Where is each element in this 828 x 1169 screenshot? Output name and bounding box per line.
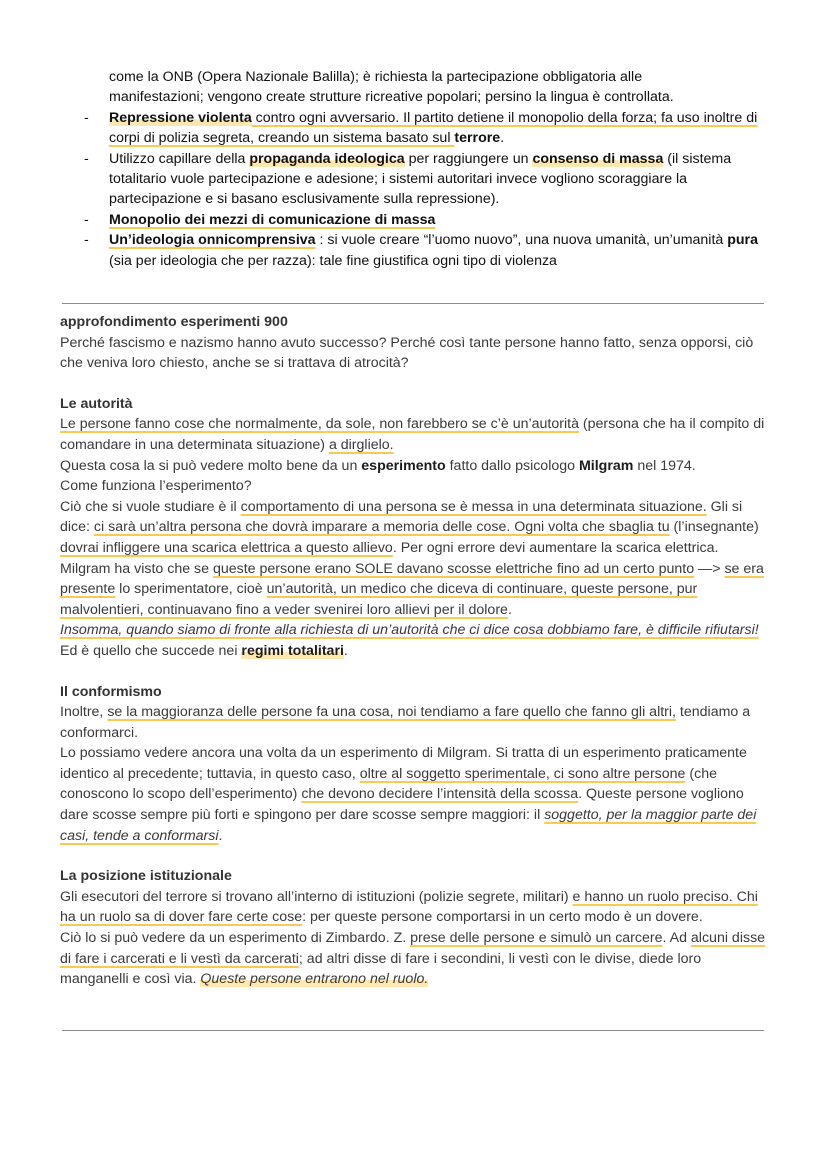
heading-conformismo: Il conformismo — [60, 683, 162, 700]
text: . Queste persone vogliono dare scosse sempre più forti e spingono per dare scosse sempre maggiori: il — [60, 786, 744, 824]
list-item-propaganda — [78, 149, 758, 210]
underlined-text: che devono decidere l’intensità della scossa — [301, 786, 579, 803]
autorita-paragraph-1 — [60, 414, 772, 455]
bullet-dash: - — [84, 232, 89, 249]
item-text: contro ogni avversario. Il partito detiene il monopolio della forza; fa uso inoltre di corpi di polizia segreta, creando un sistema basato sul — [109, 109, 758, 147]
underlined-text: Le persone fanno cose che normalmente, da sole, non farebbero se c’è un’autorità — [60, 416, 579, 433]
underlined-text: oltre al soggetto sperimentale, ci sono altre persone — [359, 765, 686, 782]
experiments-section — [60, 312, 772, 990]
text: Ed è quello che succede nei — [60, 642, 242, 659]
text: Lo possiamo vedere ancora una volta da un esperimento di Milgram. Si tratta di un esperimento praticamente identico al precedente; tuttavia, in questo caso, — [60, 745, 747, 782]
conformismo-paragraph-2 — [60, 743, 772, 846]
item-text: Utilizzo capillare della — [109, 150, 250, 167]
term-pura: pura — [727, 232, 758, 249]
underlined-text: dovrai infliggere una scarica elettrica a questo allievo — [60, 539, 393, 556]
underlined-text: se era presente — [60, 560, 764, 598]
divider-bottom — [62, 1030, 764, 1031]
istituzionale-paragraph-2 — [60, 928, 772, 990]
underlined-text: alcuni disse di fare i carcerati e li vestì da carcerati — [60, 930, 766, 967]
term-repressione: Repressione violenta — [109, 109, 252, 126]
list-item-monopolio — [78, 210, 758, 230]
term-regimi-totalitari: regimi totalitari — [241, 642, 344, 659]
term-milgram: Milgram — [578, 457, 634, 474]
bullet-dash: - — [84, 211, 89, 228]
italic-conclusion: soggetto, per la maggior parte dei casi, tende a conformarsi — [60, 807, 757, 844]
text: Gli esecutori del terrore si trovano all’interno di istituzioni (polizie segrete, militari) — [60, 888, 573, 905]
underlined-text: queste persone erano SOLE davano scosse elettriche fino ad un certo punto — [212, 560, 695, 577]
autorita-paragraph-3: Come funziona l’esperimento? — [60, 478, 252, 495]
text: . — [343, 642, 348, 659]
text: nel 1974. — [633, 457, 696, 474]
totalitarian-features-list — [78, 67, 758, 271]
term-terrore: terrore — [454, 130, 501, 147]
text: Gli si dice: — [60, 498, 743, 536]
underlined-text: a dirglielo. — [328, 436, 394, 453]
text: (che conoscono lo scopo dell’esperimento) — [60, 765, 717, 803]
list-item-ideologia — [78, 230, 758, 271]
term-esperimento: esperimento — [361, 457, 446, 474]
item-text: : si vuole creare “l’uomo nuovo”, una nuova umanità, un’umanità — [315, 232, 728, 249]
bullet-dash: - — [84, 109, 89, 126]
text: . Ad — [662, 930, 691, 947]
italic-conclusion: Queste persone entrarono nel ruolo. — [200, 971, 429, 988]
item-text: (il sistema totalitario vuole partecipazione e adesione; i sistemi autoritari invece vogliono scoraggiare la partecipazione e si basano esclusivamente sulla repressione). — [109, 150, 732, 208]
text: (persona che ha il compito di comandare in una determinata situazione) — [60, 416, 765, 453]
term-propaganda: propaganda ideologica — [249, 150, 405, 167]
text: (l’insegnante) — [669, 519, 759, 536]
underlined-text: se la maggioranza delle persone fa una cosa, noi tendiamo a fare quello che fanno gli altri, — [107, 704, 676, 721]
list-continuation — [78, 67, 758, 108]
autorita-paragraph-4 — [60, 497, 772, 621]
text: fatto dallo psicologo — [445, 457, 579, 474]
continuation-line-2: manifestazioni; vengono create strutture ricreative popolari; persino la lingua è controllata. — [109, 89, 674, 106]
item-text: (sia per ideologia che per razza): tale fine giustifica ogni tipo di violenza — [109, 252, 557, 269]
istituzionale-paragraph-1 — [60, 887, 772, 928]
text: . — [218, 827, 223, 844]
underlined-text: ci sarà un’altra persona che dovrà imparare a memoria delle cose. Ogni volta che sbaglia tu — [93, 519, 670, 536]
text: Ciò che si vuole studiare è il — [60, 498, 241, 515]
bullet-dash: - — [84, 150, 89, 167]
term-monopolio: Monopolio dei mezzi di comunicazione di massa — [109, 211, 436, 228]
heading-istituzionale: La posizione istituzionale — [60, 868, 232, 885]
term-ideologia: Un’ideologia onnicomprensiva — [109, 232, 316, 249]
intro-question: Perché fascismo e nazismo hanno avuto successo? Perché così tante persone hanno fatto, senza opporsi, ciò che veniva loro chiesto, anche se si trattava di atrocità? — [60, 334, 754, 372]
italic-conclusion: Insomma, quando siamo di fronte alla richiesta di un’autorità che ci dice cosa dobbiamo fare, è difficile rifiutarsi! — [60, 622, 759, 639]
underlined-text: comportamento di una persona se è messa in una determinata situazione. — [240, 498, 707, 515]
term-consenso: consenso di massa — [532, 150, 664, 167]
autorita-paragraph-2 — [60, 456, 772, 477]
text: : per queste persone comportarsi in un certo modo è un dovere. — [302, 909, 703, 926]
continuation-line-1: come la ONB (Opera Nazionale Balilla); è richiesta la partecipazione obbligatoria alle — [109, 69, 643, 85]
section-title: approfondimento esperimenti 900 — [60, 314, 288, 330]
conformismo-paragraph-1 — [60, 702, 772, 743]
text: Questa cosa la si può vedere molto bene da un — [60, 457, 362, 474]
underlined-text: un’autorità, un medico che diceva di continuare, queste persone, pur malvolentieri, continuavano fino a veder svenirei loro allievi per il dolore — [60, 581, 698, 618]
heading-autorita: Le autorità — [60, 395, 133, 412]
text: . — [507, 601, 512, 618]
underlined-text: e hanno un ruolo preciso. Chi ha un ruolo sa di dover fare certe cose — [60, 888, 758, 926]
item-text: . — [500, 130, 505, 147]
text: Ciò lo si può vedere da un esperimento di Zimbardo. Z. — [60, 930, 411, 947]
text: . Per ogni errore devi aumentare la scarica elettrica. Milgram ha visto che se — [60, 539, 719, 577]
text: —> — [694, 560, 725, 577]
divider-top — [62, 303, 764, 304]
text: tendiamo a conformarci. — [60, 704, 751, 741]
list-item-repressione — [78, 108, 758, 149]
text: lo sperimentatore, cioè — [115, 581, 267, 598]
autorita-paragraph-5 — [60, 620, 772, 661]
item-text: per raggiungere un — [404, 150, 533, 167]
text: Inoltre, — [60, 704, 108, 721]
underlined-text: prese delle persone e simulò un carcere — [410, 930, 663, 947]
text: ; ad altri disse di fare i secondini, li vestì con le divise, diede loro manganelli e così via. — [60, 950, 702, 988]
